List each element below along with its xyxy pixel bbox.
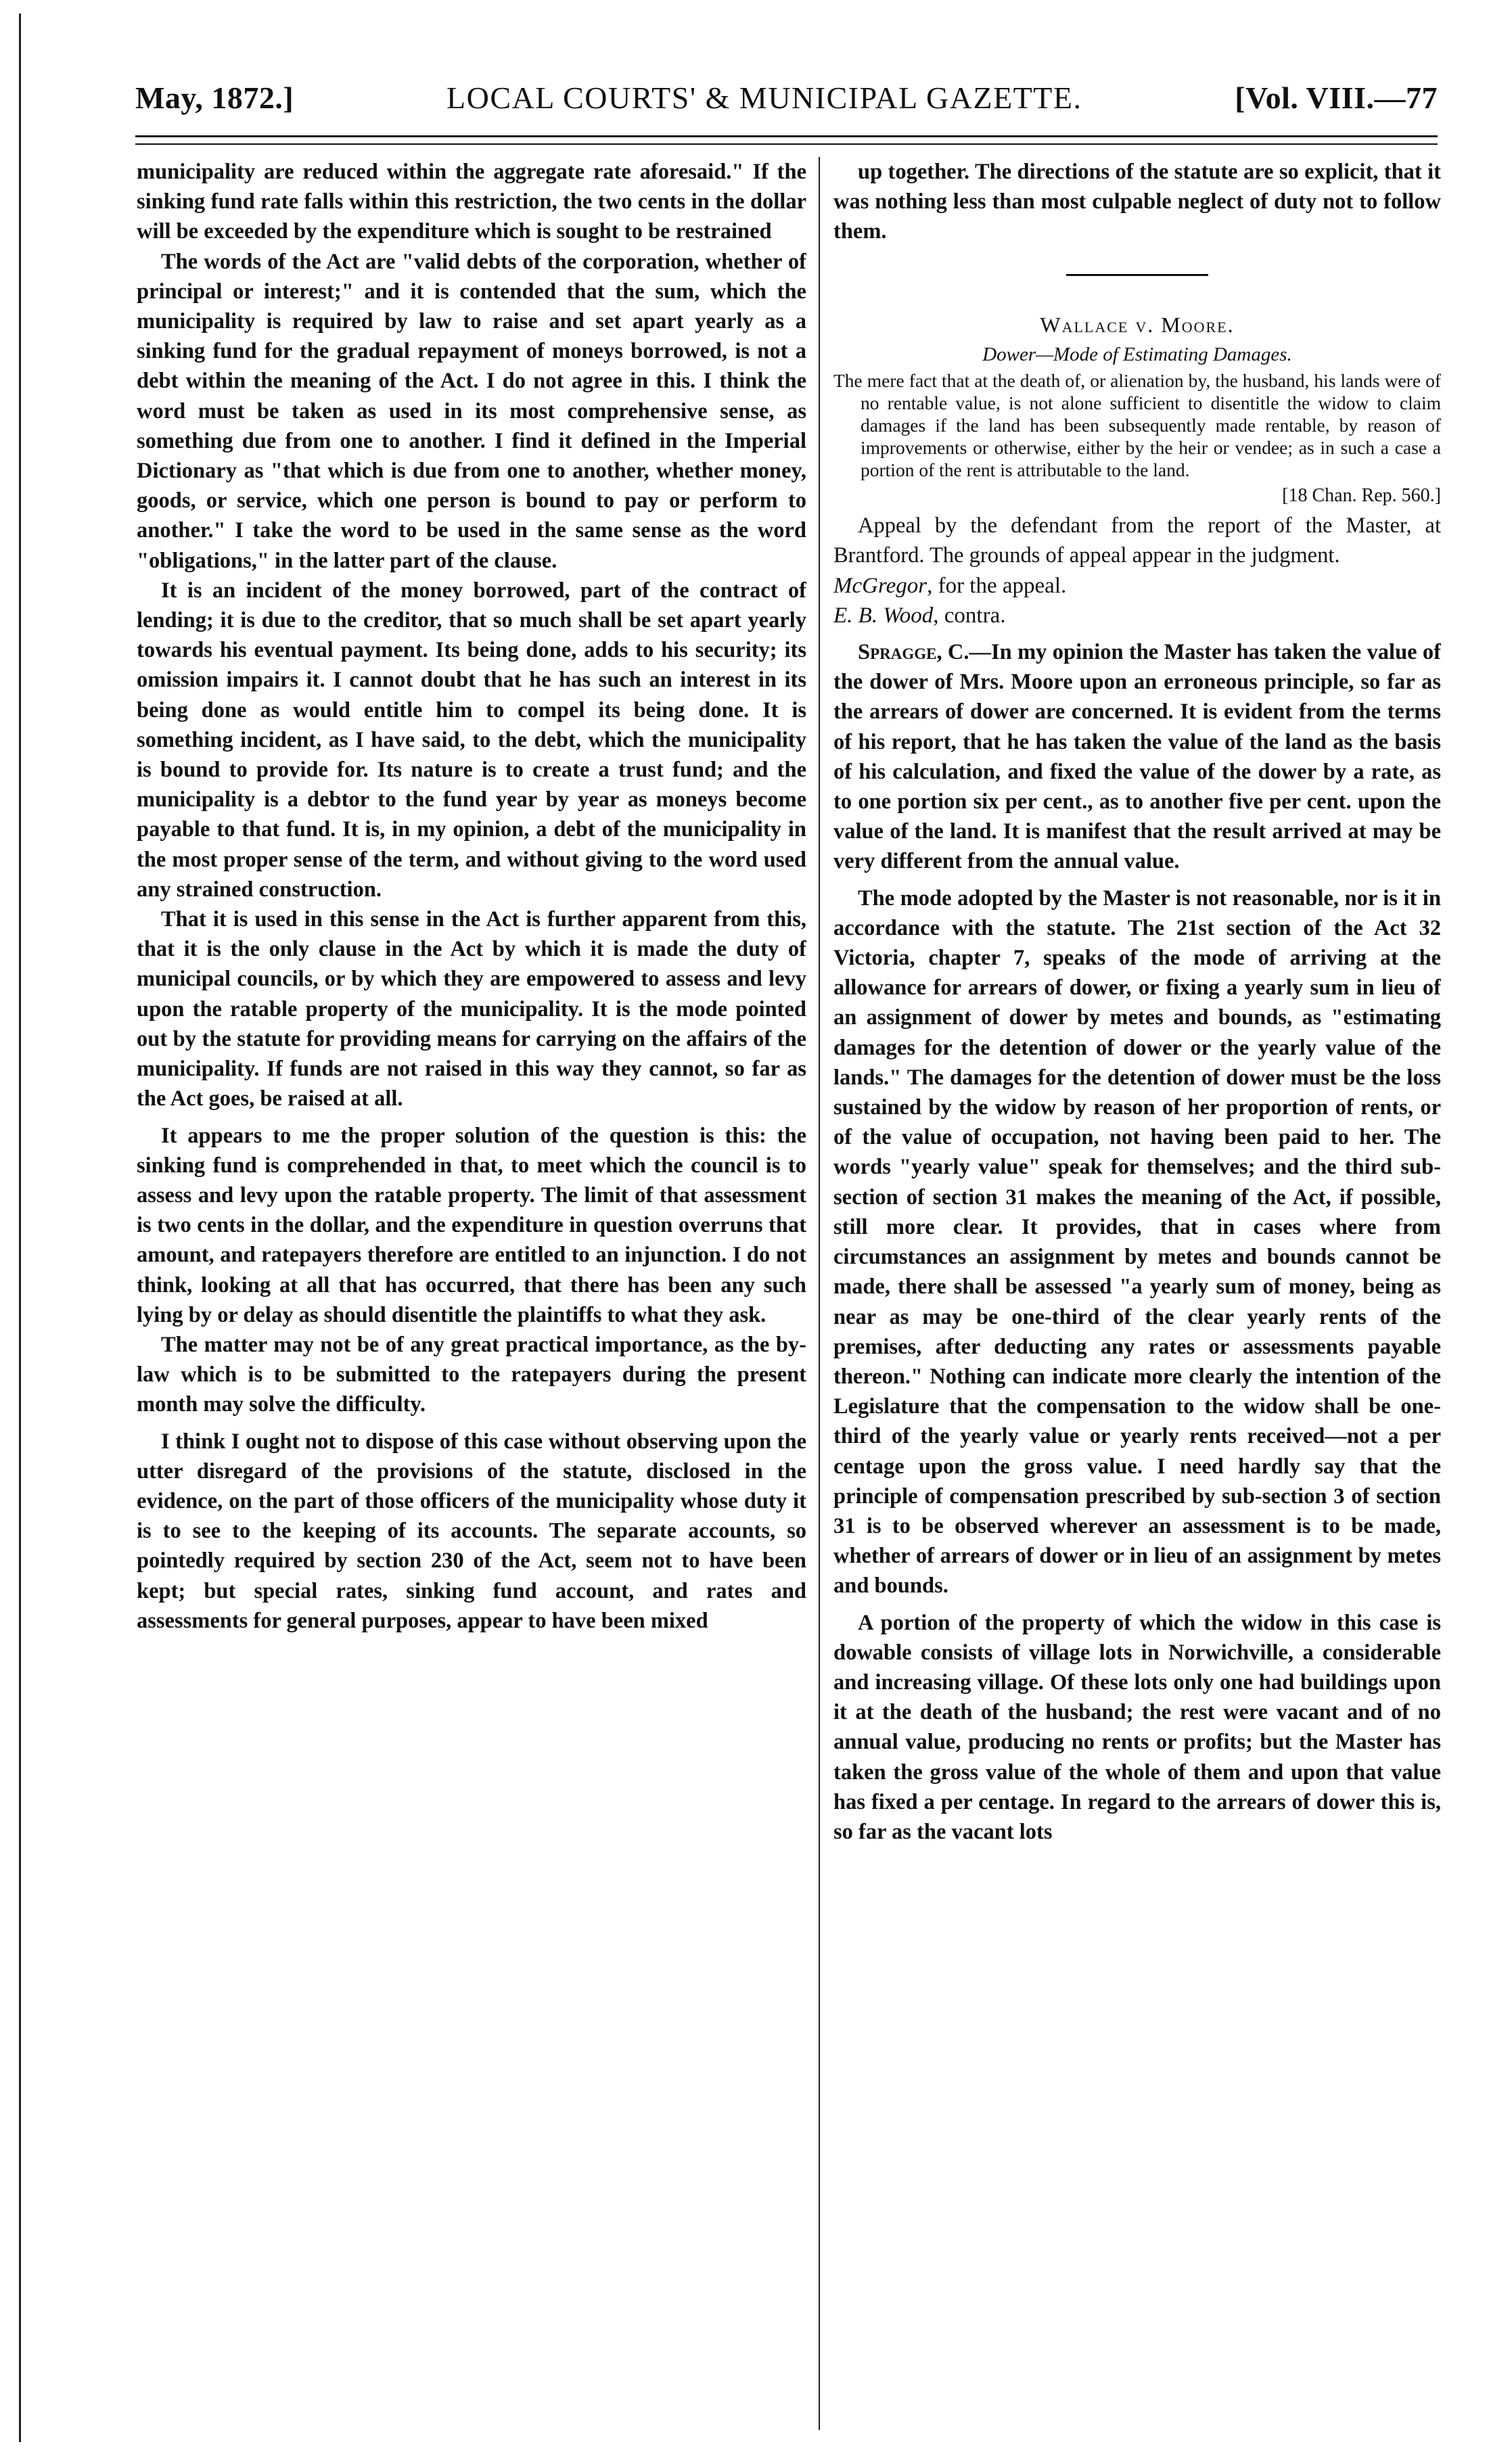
opinion-paragraphs	[833, 883, 1441, 1847]
headnote-text: The mere fact that at the death of, or alienation by, the husband, his lands were of no rentable value, is not alone sufficient to disentitle the widow to claim damages if the land has been subsequently made rentable, by reason of improvements or otherwise, either by the heir or vendee; as in such a case a portion of the rent is attributable to the land.	[833, 370, 1441, 481]
citation: [18 Chan. Rep. 560.]	[1282, 485, 1441, 507]
column-divider	[819, 157, 820, 2430]
continuation-paragraph: up together. The directions of the statute are so explicit, that it was nothing less than most culpable neglect of duty not to follow them.	[833, 160, 1441, 244]
body-paragraph: It is an incident of the money borrowed, part of the contract of lending; it is due to the creditor, that so much shall be set apart yearly towards his eventual payment. Its being done, adds to his security; its omission impairs it. I cannot doubt that he has such an interest in its being done as would entitle him to compel its being done. It is something incident, as I have said, to the debt, which the municipality is bound to provide for. Its nature is to create a trust fund; and the municipality is a debtor to the fund year by year as moneys become payable to that fund. It is, in my opinion, a debt of the municipality in the most proper sense of the term, and without giving to the word used any strained construction.	[137, 578, 806, 902]
body-paragraph: The words of the Act are "valid debts of the corporation, whether of principal or interest;" and it is contended that the sum, which the municipality is required by law to raise and set apart yearly as a sinking fund for the gradual repayment of moneys borrowed, is not a debt within the meaning of the Act. I do not agree in this. I think the word must be taken as used in its most comprehensive sense, as something due from one to another. I find it defined in the Imperial Dictionary as "that which is due from one to another, whether money, goods, or service, which one person is bound to pay or perform to another." I take the word to be used in the same sense as the word "obligations," in the latter part of the clause.	[137, 249, 806, 573]
body-paragraph: I think I ought not to dispose of this case without observing upon the utter disregard of the provisions of the statute, disclosed in the evidence, on the part of those officers of the municipality whose duty it is to see to the keeping of its accounts. The separate accounts, so pointedly required by section 230 of the Act, seem not to have been kept; but special rates, sinking fund account, and rates and assessments for general purposes, appear to have been mixed	[137, 1429, 806, 1633]
opinion-paragraph: A portion of the property of which the widow in this case is dowable consists of village lots in Norwichville, a considerable and increasing village. Of these lots only one had buildings upon it at the death of the husband; the rest were vacant and of no annual value, producing no rents or profits; but the Master has taken the gross value of the whole of them and upon that value has fixed a per centage. In regard to the arrears of dower this is, so far as the vacant lots	[833, 1610, 1441, 1844]
appeal-paragraph: Appeal by the defendant from the report of the Master, at Brantford. The grounds of appeal appear in the judgment.	[833, 513, 1441, 568]
body-paragraph: municipality are reduced within the aggregate rate aforesaid." If the sinking fund rate falls within this restriction, the two cents in the dollar will be exceeded by the expenditure which is sought to be restrained	[137, 160, 806, 244]
header-rule-thin	[135, 143, 1438, 145]
counsel-appellant-role: , for the appeal.	[927, 573, 1067, 598]
case-title: Wallace v. Moore.	[1040, 312, 1235, 337]
counsel-respondent-role: , contra.	[933, 603, 1006, 628]
header-rule	[135, 135, 1438, 137]
header-volume: [Vol. VIII.—77	[1235, 81, 1438, 115]
header-date: May, 1872.]	[135, 81, 294, 115]
counsel-appellant-name: McGregor	[833, 573, 927, 598]
binding-edge-rule	[19, 14, 21, 2442]
headnote	[833, 369, 1441, 481]
section-divider-rule	[1066, 274, 1208, 276]
right-column	[833, 157, 1441, 2437]
counsel-appellant	[833, 571, 1441, 601]
counsel-respondent-name: E. B. Wood	[833, 603, 934, 628]
body-paragraph: The matter may not be of any great practical importance, as the by-law which is to be submitted to the ratepayers during the present month may solve the difficulty.	[137, 1332, 806, 1417]
opinion-opening	[833, 637, 1441, 877]
running-header	[135, 80, 1438, 120]
header-title: LOCAL COURTS' & MUNICIPAL GAZETTE.	[446, 81, 1082, 115]
left-column	[137, 157, 806, 2437]
body-paragraph: That it is used in this sense in the Act is further apparent from this, that it is the only clause in the Act by which it is made the duty of municipal councils, or by which they are empowered to assess and levy upon the ratable property of the municipality. It is the mode pointed out by the statute for providing means for carrying on the affairs of the municipality. If funds are not raised in this way they cannot, so far as the Act goes, be raised at all.	[137, 907, 806, 1111]
opinion-opening-text: —In my opinion the Master has taken the value of the dower of Mrs. Moore upon an erroneous principle, so far as the arrears of dower are concerned. It is evident from the terms of his report, that he has taken the value of the land as the basis of his calculation, and fixed the value of the dower by a rate, as to one portion six per cent., as to another five per cent. upon the value of the land. It is manifest that the result arrived at may be very different from the annual value.	[833, 640, 1441, 874]
body-paragraph: It appears to me the proper solution of the question is this: the sinking fund is comprehended in that, to meet which the council is to assess and levy upon the ratable property. The limit of that assessment is two cents in the dollar, and the expenditure in question overruns that amount, and ratepayers therefore are entitled to an injunction. I do not think, looking at all that has occurred, that there has been any such lying by or delay as should disentitle the plaintiffs to what they ask.	[137, 1123, 806, 1327]
counsel-respondent	[833, 601, 1441, 630]
judge-name: Spragge, C.	[858, 640, 969, 665]
case-subhead: Dower—Mode of Estimating Damages.	[982, 343, 1292, 365]
opinion-paragraph: The mode adopted by the Master is not reasonable, nor is it in accordance with the statute. The 21st section of the Act 32 Victoria, chapter 7, speaks of the mode of arriving at the allowance for arrears of dower, or fixing a yearly sum in lieu of an assignment of dower by metes and bounds, as "estimating damages for the detention of dower or the yearly value of the lands." The damages for the detention of dower must be the loss sustained by the widow by reason of her proportion of rents, or of the value of occupation, not having been paid to her. The words "yearly value" speak for themselves; and the third sub-section of section 31 makes the meaning of the Act, if possible, still more clear. It provides, that in cases where from circumstances an assignment by metes and bounds cannot be made, there shall be assessed "a yearly sum of money, being as near as may be one-third of the clear yearly rents of the premises, after deducting any rates or assessments payable thereon." Nothing can indicate more clearly the intention of the Legislature that the compensation to the widow shall be one-third of the yearly value or yearly rents received—not a per centage upon the gross value. I need hardly say that the principle of compensation prescribed by sub-section 3 of section 31 is to be observed wherever an assessment is to be made, whether of arrears of dower or in lieu of an assignment by metes and bounds.	[833, 886, 1441, 1599]
